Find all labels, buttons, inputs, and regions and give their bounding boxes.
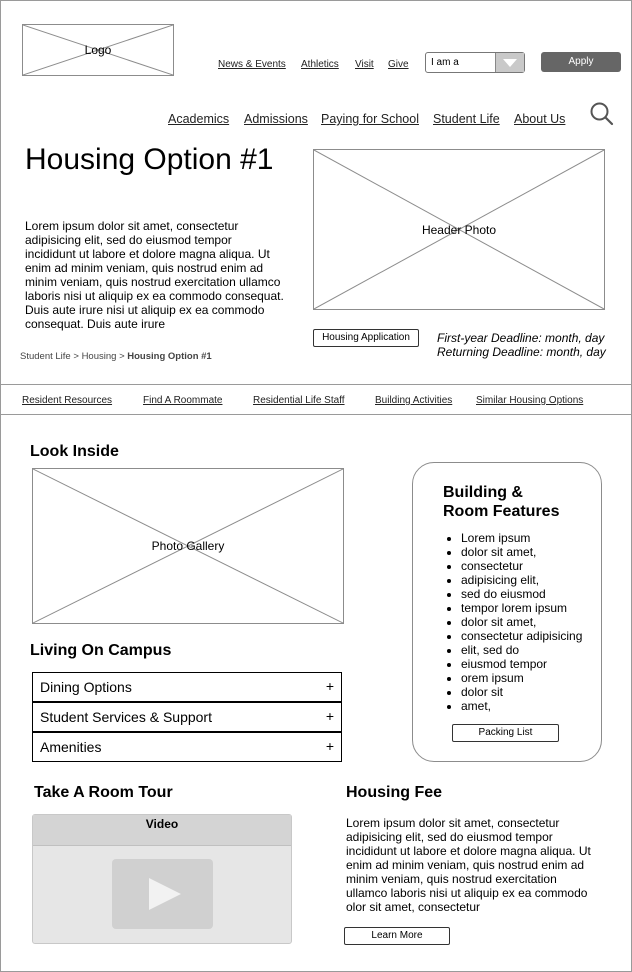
features-title xyxy=(443,483,593,521)
accordion-label: Student Services & Support xyxy=(40,709,212,725)
list-item: • eiusmod tempor xyxy=(461,657,582,671)
accordion-dining-options[interactable] xyxy=(32,672,342,702)
plus-icon[interactable]: + xyxy=(325,708,334,724)
features-list xyxy=(443,531,582,713)
subnav-find-a-roommate[interactable]: Find A Roommate xyxy=(143,395,223,406)
list-item: • amet, xyxy=(461,699,582,713)
accordion-label: Amenities xyxy=(40,739,102,755)
chevron-down-icon xyxy=(503,59,517,67)
list-item: • sed do eiusmod xyxy=(461,587,582,601)
packing-list-button[interactable]: Packing List xyxy=(452,724,559,742)
nav-academics[interactable]: Academics xyxy=(168,112,230,126)
accordion-label: Dining Options xyxy=(40,679,132,695)
photo-gallery[interactable] xyxy=(32,468,344,624)
room-tour-heading: Take A Room Tour xyxy=(34,784,173,801)
returning-deadline: Returning Deadline: month, day xyxy=(437,345,606,359)
subnav-similar-housing-options[interactable]: Similar Housing Options xyxy=(476,395,584,406)
first-year-deadline: First-year Deadline: month, day xyxy=(437,331,605,345)
accordion-student-services[interactable] xyxy=(32,702,342,732)
utility-link-news-events[interactable]: News & Events xyxy=(218,59,286,70)
list-item: • consectetur xyxy=(461,559,582,573)
audience-select-toggle[interactable] xyxy=(495,53,524,72)
divider xyxy=(1,414,631,415)
features-title-line: Room Features xyxy=(443,503,560,520)
subnav-resident-resources[interactable]: Resident Resources xyxy=(22,395,113,406)
header-photo-label: Header Photo xyxy=(421,222,497,237)
features-title-line: Building & xyxy=(443,484,523,501)
subnav-building-activities[interactable]: Building Activities xyxy=(375,395,453,406)
play-button[interactable] xyxy=(112,859,213,929)
utility-link-athletics[interactable]: Athletics xyxy=(301,59,339,70)
header-photo xyxy=(313,149,605,310)
audience-select[interactable] xyxy=(425,52,525,73)
living-on-campus-heading: Living On Campus xyxy=(30,642,172,659)
photo-gallery-label: Photo Gallery xyxy=(151,539,225,553)
accordion-amenities[interactable] xyxy=(32,732,342,762)
housing-fee-heading: Housing Fee xyxy=(346,784,443,801)
nav-paying-for-school[interactable]: Paying for School xyxy=(321,112,419,126)
breadcrumb-housing[interactable]: Housing xyxy=(81,351,117,362)
housing-application-button[interactable]: Housing Application xyxy=(313,329,419,347)
features-card xyxy=(412,462,602,762)
nav-student-life[interactable]: Student Life xyxy=(433,112,500,126)
list-item: • tempor lorem ipsum xyxy=(461,601,582,615)
page-title: Housing Option #1 xyxy=(25,143,274,176)
audience-select-value: I am a xyxy=(431,57,459,68)
plus-icon[interactable]: + xyxy=(325,738,334,754)
apply-button[interactable]: Apply xyxy=(541,52,621,72)
nav-admissions[interactable]: Admissions xyxy=(244,112,308,126)
breadcrumb-current: Housing Option #1 xyxy=(127,351,212,362)
list-item: • dolor sit amet, xyxy=(461,545,582,559)
deadlines xyxy=(437,331,606,359)
look-inside-heading: Look Inside xyxy=(30,443,119,460)
utility-link-visit[interactable]: Visit xyxy=(355,59,374,70)
list-item: • adipisicing elit, xyxy=(461,573,582,587)
plus-icon[interactable]: + xyxy=(325,678,334,694)
video-title: Video xyxy=(145,817,179,831)
video-player[interactable] xyxy=(32,814,292,944)
nav-about-us[interactable]: About Us xyxy=(514,112,566,126)
housing-fee-text: Lorem ipsum dolor sit amet, consectetur adipisicing elit, sed do eiusmod tempor incididunt ut labore et dolore magna aliqua. Ut enim ad minim veniam, quis nostrud enim ad minim veniam, quis nostrud exercitation ullamco laboris nisi ut aliquip ex ea commodo olor sit amet, consectetur xyxy=(346,816,591,914)
logo-label: Logo xyxy=(84,43,112,57)
play-icon xyxy=(112,859,213,929)
search-button[interactable] xyxy=(589,101,615,127)
breadcrumb-student-life[interactable]: Student Life xyxy=(20,351,71,362)
breadcrumb xyxy=(20,351,212,362)
hero-body-text: Lorem ipsum dolor sit amet, consectetur adipisicing elit, sed do eiusmod tempor incididunt ut labore et dolore magna aliqua. Ut enim ad minim veniam, quis nostrud enim ad minim veniam, quis nostrud exercitation ullamco laboris nisi ut aliquip ex ea commodo consequat. Duis aute irure nisi ut aliquip ex ea commodo consequat. Duis aute irure xyxy=(25,219,284,331)
learn-more-button[interactable]: Learn More xyxy=(344,927,450,945)
logo[interactable] xyxy=(22,24,174,76)
breadcrumb-separator: > xyxy=(119,351,125,362)
search-icon xyxy=(589,101,615,127)
subnav-residential-life-staff[interactable]: Residential Life Staff xyxy=(253,395,345,406)
list-item: • elit, sed do xyxy=(461,643,582,657)
divider xyxy=(1,384,631,385)
list-item: • orem ipsum xyxy=(461,671,582,685)
list-item: • dolor sit xyxy=(461,685,582,699)
breadcrumb-separator: > xyxy=(73,351,79,362)
utility-link-give[interactable]: Give xyxy=(388,59,409,70)
list-item: • dolor sit amet, xyxy=(461,615,582,629)
list-item: • consectetur adipisicing xyxy=(461,629,582,643)
list-item: • Lorem ipsum xyxy=(461,531,582,545)
